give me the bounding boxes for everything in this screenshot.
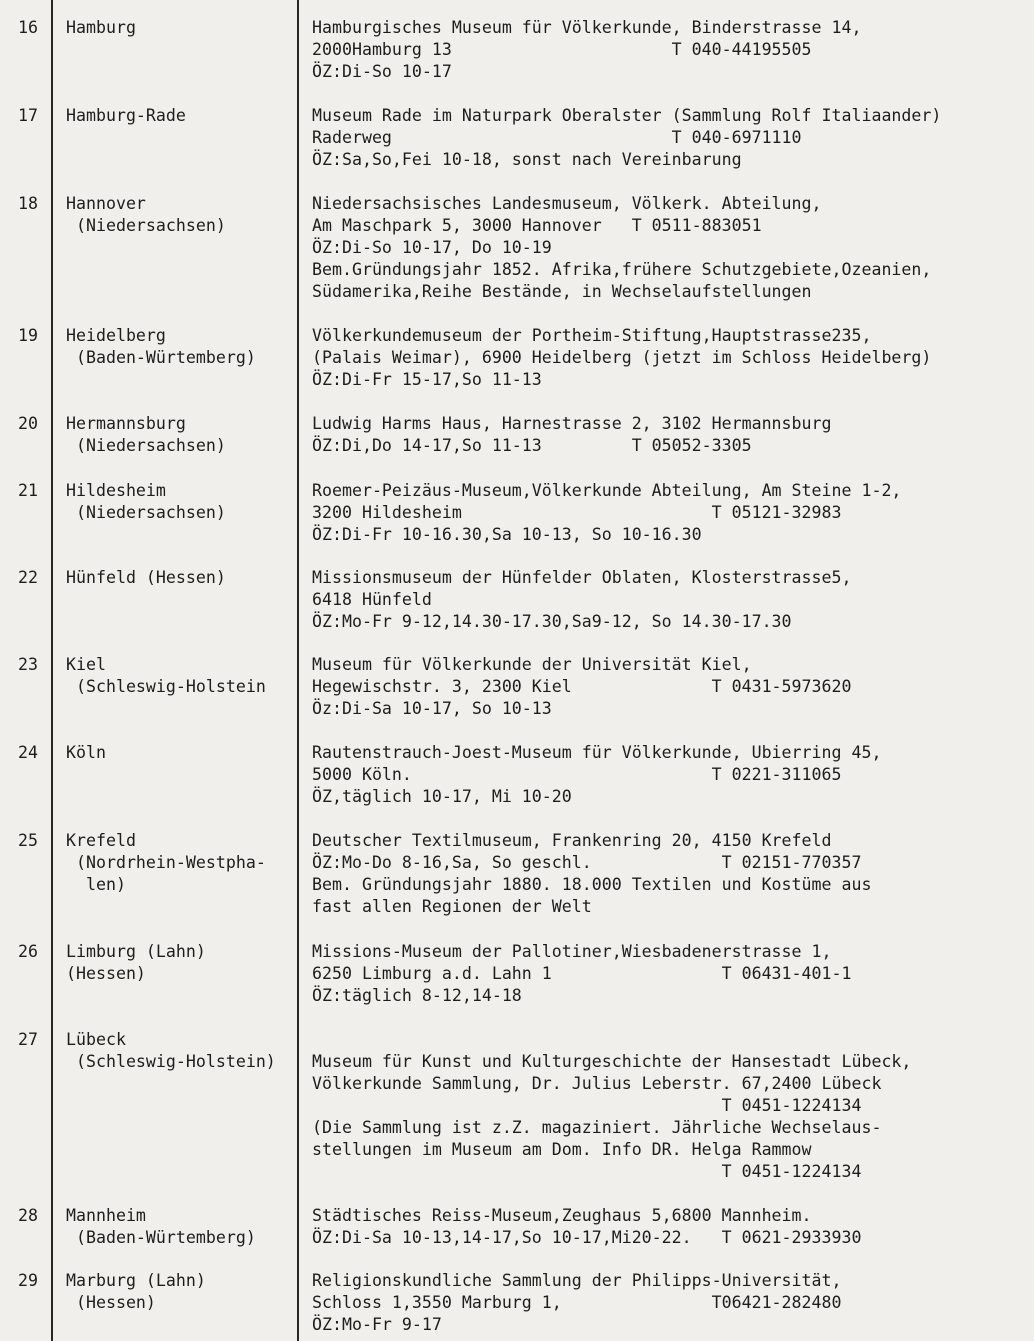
entry-number: 18 <box>18 194 38 213</box>
detail-line: Deutscher Textilmuseum, Frankenring 20, 4150 Krefeld <box>312 831 832 850</box>
place-line: (Schleswig-Holstein) <box>66 1052 276 1071</box>
detail-line: ÖZ:Di,Do 14-17,So 11-13 T 05052-3305 <box>312 436 752 455</box>
detail-line: Bem. Gründungsjahr 1880. 18.000 Textilen und Kostüme aus <box>312 875 872 894</box>
detail-line: Städtisches Reiss-Museum,Zeughaus 5,6800 Mannheim. <box>312 1206 812 1225</box>
place-line: Hamburg <box>66 18 136 37</box>
detail-line: Rautenstrauch-Joest-Museum für Völkerkunde, Ubierring 45, <box>312 743 882 762</box>
detail-line: stellungen im Museum am Dom. Info DR. Helga Rammow <box>312 1140 812 1159</box>
place-line: Lübeck <box>66 1030 126 1049</box>
entry-details <box>312 1205 1027 1249</box>
detail-line: Niedersachsisches Landesmuseum, Völkerk. Abteilung, <box>312 194 822 213</box>
entry-place <box>66 1029 298 1073</box>
left-column-rule <box>51 0 53 1341</box>
detail-line: (Palais Weimar), 6900 Heidelberg (jetzt im Schloss Heidelberg) <box>312 348 932 367</box>
detail-line: Roemer-Peizäus-Museum,Völkerkunde Abteilung, Am Steine 1-2, <box>312 481 902 500</box>
place-line: (Baden-Würtemberg) <box>66 348 256 367</box>
detail-line: T 0451-1224134 <box>312 1162 862 1181</box>
entry-details <box>312 941 1027 1007</box>
entry-place <box>66 325 298 369</box>
entry-place <box>66 105 298 127</box>
entry-number: 29 <box>18 1271 38 1290</box>
place-line: (Baden-Würtemberg) <box>66 1228 256 1247</box>
place-line: Hannover <box>66 194 146 213</box>
entry-details <box>312 654 1027 720</box>
entry-number: 16 <box>18 18 38 37</box>
entry-number: 22 <box>18 568 38 587</box>
detail-line: Hamburgisches Museum für Völkerkunde, Binderstrasse 14, <box>312 18 862 37</box>
detail-line: ÖZ:täglich 8-12,14-18 <box>312 986 522 1005</box>
detail-line: ÖZ:Di-Fr 15-17,So 11-13 <box>312 370 542 389</box>
detail-line: Museum Rade im Naturpark Oberalster (Sammlung Rolf Italiaander) <box>312 106 942 125</box>
entry-number: 24 <box>18 743 38 762</box>
entry-number: 25 <box>18 831 38 850</box>
entry-details <box>312 567 1027 633</box>
place-line: (Niedersachsen) <box>66 436 226 455</box>
detail-line: ÖZ,täglich 10-17, Mi 10-20 <box>312 787 572 806</box>
entry-details <box>312 1029 1027 1183</box>
detail-line: fast allen Regionen der Welt <box>312 897 592 916</box>
detail-line: 5000 Köln. T 0221-311065 <box>312 765 842 784</box>
entry-place <box>66 1270 298 1314</box>
entry-number: 26 <box>18 942 38 961</box>
entry-number: 28 <box>18 1206 38 1225</box>
entry-details <box>312 105 1027 171</box>
detail-line: 2000Hamburg 13 T 040-44195505 <box>312 40 812 59</box>
place-line: Hamburg-Rade <box>66 106 186 125</box>
place-line: (Schleswig-Holstein <box>66 677 266 696</box>
entry-place <box>66 17 298 39</box>
detail-line: T 0451-1224134 <box>312 1096 862 1115</box>
entry-number: 20 <box>18 414 38 433</box>
detail-line: Museum für Völkerkunde der Universität Kiel, <box>312 655 752 674</box>
place-line: Hermannsburg <box>66 414 186 433</box>
entry-details <box>312 830 1027 918</box>
entry-details <box>312 193 1027 303</box>
place-line: len) <box>66 875 126 894</box>
detail-line: Raderweg T 040-6971110 <box>312 128 802 147</box>
detail-line: Hegewischstr. 3, 2300 Kiel T 0431-5973620 <box>312 677 852 696</box>
detail-line: ÖZ:Di-So 10-17, Do 10-19 <box>312 238 552 257</box>
place-line: Mannheim <box>66 1206 146 1225</box>
entry-details <box>312 413 1027 457</box>
detail-line: 6250 Limburg a.d. Lahn 1 T 06431-401-1 <box>312 964 852 983</box>
entry-details <box>312 325 1027 391</box>
detail-line: 3200 Hildesheim T 05121-32983 <box>312 503 842 522</box>
detail-line: Museum für Kunst und Kulturgeschichte der Hansestadt Lübeck, <box>312 1052 912 1071</box>
entry-details <box>312 1270 1027 1336</box>
detail-line: Schloss 1,3550 Marburg 1, T06421-282480 <box>312 1293 842 1312</box>
entry-place <box>66 654 298 698</box>
place-line: (Nordrhein-Westpha- <box>66 853 266 872</box>
detail-line: Bem.Gründungsjahr 1852. Afrika,frühere Schutzgebiete,Ozeanien, <box>312 260 932 279</box>
detail-line: Völkerkundemuseum der Portheim-Stiftung,Hauptstrasse235, <box>312 326 872 345</box>
detail-line: ÖZ:Di-So 10-17 <box>312 62 452 81</box>
place-line: (Niedersachsen) <box>66 503 226 522</box>
detail-line: Südamerika,Reihe Bestände, in Wechselaufstellungen <box>312 282 812 301</box>
detail-line: Am Maschpark 5, 3000 Hannover T 0511-883051 <box>312 216 762 235</box>
place-line: (Hessen) <box>66 1293 156 1312</box>
place-line: (Hessen) <box>66 964 146 983</box>
entry-number: 19 <box>18 326 38 345</box>
detail-line: ÖZ:Di-Sa 10-13,14-17,So 10-17,Mi20-22. T 0621-2933930 <box>312 1228 862 1247</box>
place-line: Köln <box>66 743 106 762</box>
detail-line: 6418 Hünfeld <box>312 590 432 609</box>
entry-place <box>66 193 298 237</box>
place-line: Marburg (Lahn) <box>66 1271 206 1290</box>
entry-place <box>66 742 298 764</box>
entry-details <box>312 742 1027 808</box>
detail-line: Missionsmuseum der Hünfelder Oblaten, Klosterstrasse5, <box>312 568 852 587</box>
entry-place <box>66 941 298 985</box>
place-line: Heidelberg <box>66 326 166 345</box>
place-line: Kiel <box>66 655 106 674</box>
detail-line: (Die Sammlung ist z.Z. magaziniert. Jährliche Wechselaus- <box>312 1118 882 1137</box>
place-line: Limburg (Lahn) <box>66 942 206 961</box>
place-line: Krefeld <box>66 831 136 850</box>
entry-place <box>66 480 298 524</box>
detail-line: Missions-Museum der Pallotiner,Wiesbadenerstrasse 1, <box>312 942 832 961</box>
entry-place <box>66 413 298 457</box>
entry-place <box>66 830 298 896</box>
detail-line: ÖZ:Mo-Fr 9-17 <box>312 1315 442 1334</box>
entry-details <box>312 17 1027 83</box>
detail-line: Ludwig Harms Haus, Harnestrasse 2, 3102 Hermannsburg <box>312 414 832 433</box>
entry-number: 21 <box>18 481 38 500</box>
detail-line: ÖZ:Mo-Do 8-16,Sa, So geschl. T 02151-770357 <box>312 853 862 872</box>
detail-line: ÖZ:Mo-Fr 9-12,14.30-17.30,Sa9-12, So 14.30-17.30 <box>312 612 792 631</box>
detail-line: Völkerkunde Sammlung, Dr. Julius Leberstr. 67,2400 Lübeck <box>312 1074 882 1093</box>
detail-line: Öz:Di-Sa 10-17, So 10-13 <box>312 699 552 718</box>
detail-line: ÖZ:Di-Fr 10-16.30,Sa 10-13, So 10-16.30 <box>312 525 702 544</box>
entry-details <box>312 480 1027 546</box>
place-line: (Niedersachsen) <box>66 216 226 235</box>
detail-line: ÖZ:Sa,So,Fei 10-18, sonst nach Vereinbarung <box>312 150 742 169</box>
entry-place <box>66 567 298 589</box>
detail-line: Religionskundliche Sammlung der Philipps-Universität, <box>312 1271 842 1290</box>
entry-number: 23 <box>18 655 38 674</box>
place-line: Hildesheim <box>66 481 166 500</box>
entry-number: 17 <box>18 106 38 125</box>
place-line: Hünfeld (Hessen) <box>66 568 226 587</box>
entry-place <box>66 1205 298 1249</box>
entry-number: 27 <box>18 1030 38 1049</box>
detail-line <box>312 1029 1027 1051</box>
